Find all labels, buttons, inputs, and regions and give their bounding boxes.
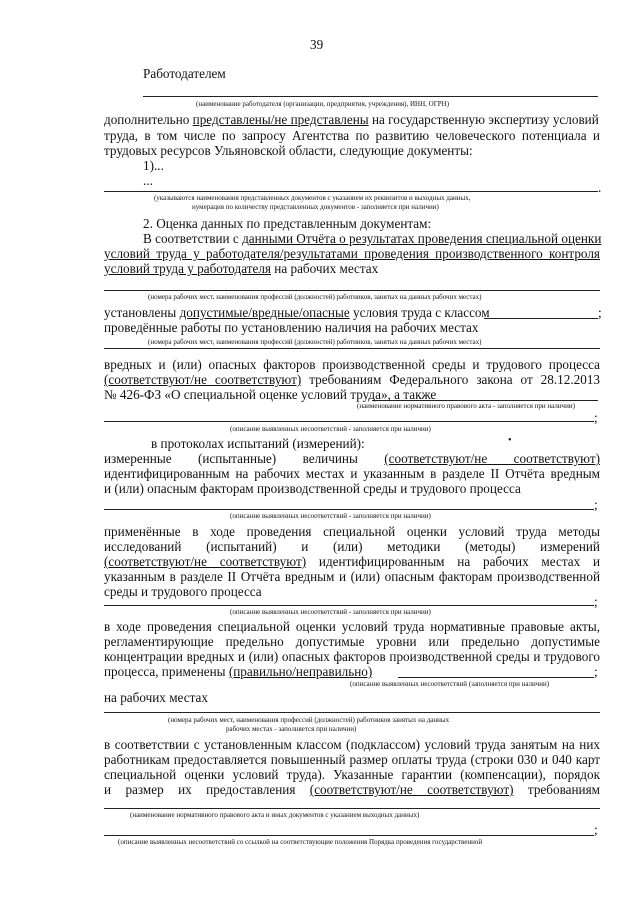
- semicolon-3: ;: [594, 594, 598, 609]
- p2-line1: В соответствии с данными Отчёта о результатах проведения специальной оценки: [143, 231, 602, 246]
- stray-mark: •: [508, 435, 512, 446]
- semicolon-2: ;: [594, 497, 598, 512]
- caption-mismatch-3: (описание выявленных несоответствий - заполняется при наличии): [230, 608, 431, 616]
- p8-line2: работникам предоставляется повышенный размер оплаты труда (строки 030 и 040 карт: [104, 752, 600, 767]
- p6-line3: (соответствуют/не соответствуют) идентифицированным на рабочих местах и: [104, 554, 601, 569]
- p7-line2: регламентирующие предельно допустимые уровни или предельно допустимые: [104, 634, 600, 649]
- p6-line2: исследований (испытаний) и (или) методики (методы) измерений: [104, 539, 600, 554]
- p1-line3: трудовых ресурсов Ульяновской области, следующие документы:: [104, 143, 473, 158]
- caption-normative: (наименование нормативного правового акта - заполняется при наличии): [357, 402, 575, 410]
- caption-docs-1: (указываются наименования представленных документов с указанием их реквизитов и выходных данных,: [154, 194, 471, 202]
- caption-mismatch-1: (описание выявленных несоответствий - заполняется при наличии): [230, 425, 431, 433]
- workplaces3-line: [104, 712, 600, 713]
- p3-line1: установлены допустимые/вредные/опасные условия труда с классом: [104, 305, 490, 320]
- caption-workplaces: (номера рабочих мест, наименования профессий (должностей) работников, занятых на данных рабочих местах): [148, 293, 482, 301]
- p7-line4: процесса, применены (правильно/неправильно): [104, 664, 373, 679]
- caption-acts: (наименование нормативного правового акта и иных документов с указанием выходных данных): [130, 811, 420, 819]
- p7-line1: в ходе проведения специальной оценки условий труда нормативные правовые акты,: [104, 619, 600, 634]
- caption-mismatch-paren: (описание выявленных несоответствий (заполняется при наличии): [350, 680, 550, 688]
- caption-workplaces3-1: (номера рабочих мест, наименования профессий (должностей) работников занятых на данных: [168, 716, 450, 724]
- mismatch-line-3: [104, 605, 594, 606]
- normative-line: [372, 400, 598, 401]
- p5-line3: идентифицированным на рабочих местах и указанным в разделе II Отчёта вредным: [104, 466, 600, 481]
- mismatch-line-2: [104, 509, 594, 510]
- applied-line: [398, 677, 594, 678]
- p8-line4: и размер их предоставления (соответствуют/не соответствуют) требованиям: [104, 782, 601, 797]
- caption-workplaces3-2: рабочих местах - заполняется при наличии): [226, 725, 357, 733]
- p2-line3: условий труда у работодателя на рабочих местах: [104, 261, 379, 276]
- p1-line2: труда, в том числе по запросу Агентства по развитию человеческого потенциала и: [104, 128, 600, 143]
- acts-line: [104, 808, 600, 809]
- p4-line2: (соответствуют/не соответствуют) требованиям Федерального закона от 28.12.2013: [104, 372, 601, 387]
- semicolon-5: ;: [594, 822, 598, 837]
- p7-line3: концентрации вредных и (или) опасных факторов производственной среды и трудового: [104, 649, 600, 664]
- section2-title: 2. Оценка данных по представленным документам:: [143, 216, 432, 231]
- p5-line1: в протоколах испытаний (измерений):: [151, 436, 365, 451]
- docs-dot: .: [598, 180, 602, 195]
- semicolon-1: ;: [594, 410, 598, 425]
- employer-label: Работодателем: [143, 66, 226, 81]
- p3-semicolon: ;: [598, 305, 602, 320]
- caption-mismatch-2: (описание выявленных несоответствий - заполняется при наличии): [230, 512, 431, 520]
- class-line: [484, 318, 598, 319]
- caption-workplaces2: (номера рабочих мест, наименования профессий (должностей) работников, занятых на данных рабочих местах): [148, 338, 482, 346]
- p8-line3: специальной оценки условий труда). Указанные гарантии (компенсации), порядок: [104, 767, 600, 782]
- page-number: 39: [310, 37, 324, 52]
- p6-line1: применённые в ходе проведения специальной оценки условий труда методы: [104, 524, 600, 539]
- employer-line: [143, 96, 598, 97]
- p5-line2: измеренные (испытанные) величины (соответствуют/не соответствуют): [104, 451, 601, 466]
- caption-docs-2: нумерация по количеству представленных документов - заполняется при наличии): [192, 203, 439, 211]
- p5-line4: и (или) опасным факторам производственной среды и трудового процесса: [104, 481, 521, 496]
- workplaces2-line: [104, 348, 600, 349]
- semicolon-4: ;: [594, 664, 598, 679]
- p6-line5: среды и трудового процесса: [104, 584, 262, 599]
- p2-line2: условий труда у работодателя/результатами проведения производственного контроля: [104, 246, 600, 261]
- p8-line1: в соответствии с установленным классом (подклассом) условий труда занятым на них: [104, 737, 600, 752]
- caption-employer: (наименование работодателя (организации, предприятия, учреждения), ИНН, ОГРН): [196, 100, 450, 108]
- p3-line2: проведённые работы по установлению наличия на рабочих местах: [104, 320, 479, 335]
- p6-line4: указанным в разделе II Отчёта вредным и (или) опасным факторам производственной: [104, 569, 600, 584]
- workplaces-label: на рабочих местах: [104, 690, 208, 705]
- workplaces-line: [104, 290, 600, 291]
- p1-item1: 1)...: [143, 158, 164, 173]
- p4-line1: вредных и (или) опасных факторов производственной среды и трудового процесса: [104, 357, 600, 372]
- caption-last: (описание выявленных несоответствий со ссылкой на соответствующие положения Порядка проведения государственной: [118, 838, 483, 846]
- mismatch-line-1: [104, 421, 594, 422]
- p1-line1: дополнительно представлены/не представлены на государственную экспертизу условий: [104, 112, 599, 127]
- p4-line3: № 426-ФЗ «О специальной оценке условий труда», а также: [104, 387, 437, 402]
- mismatch-line-4: [104, 835, 594, 836]
- docs-line: [104, 191, 598, 192]
- p1-item-dots: ...: [143, 173, 153, 188]
